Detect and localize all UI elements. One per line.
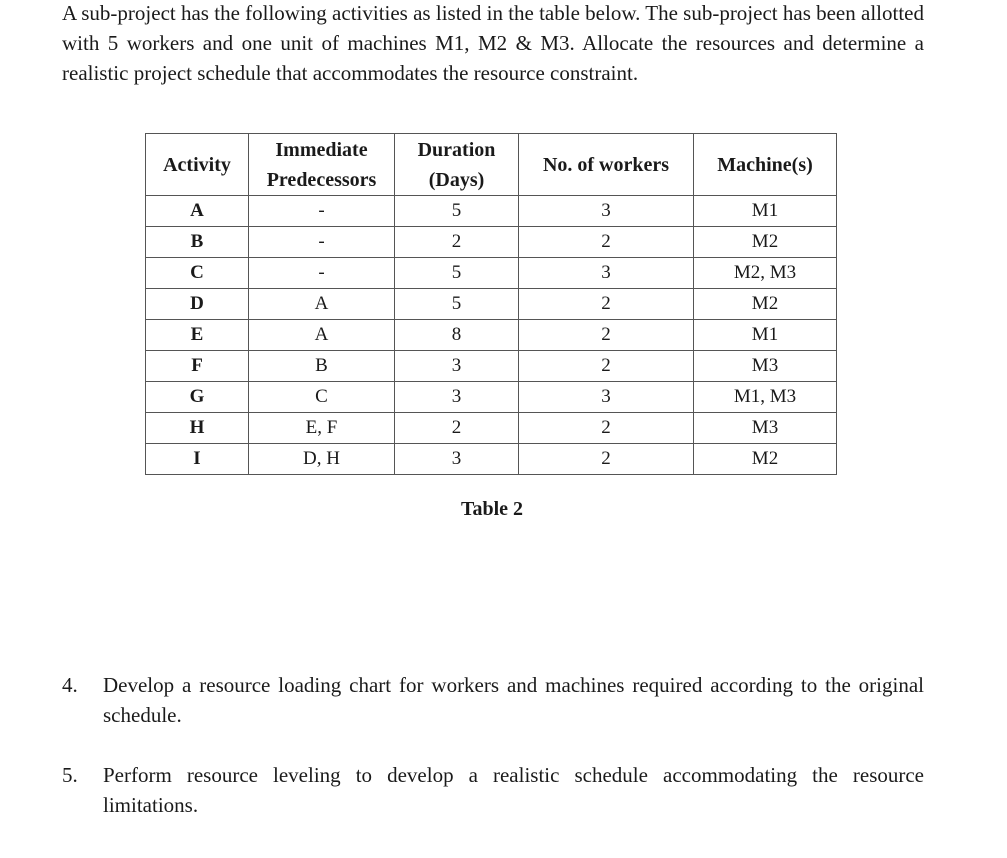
cell-workers: 2 [519, 227, 694, 258]
cell-workers: 2 [519, 351, 694, 382]
cell-duration: 3 [395, 382, 519, 413]
cell-predecessors: A [249, 320, 395, 351]
table-header-row [146, 134, 837, 196]
cell-workers: 2 [519, 444, 694, 475]
question-5 [62, 760, 924, 820]
cell-predecessors: B [249, 351, 395, 382]
header-activity: Activity [146, 134, 249, 196]
header-predecessors: Immediate Predecessors [249, 134, 395, 196]
header-machines: Machine(s) [694, 134, 837, 196]
header-workers: No. of workers [519, 134, 694, 196]
cell-activity: C [146, 258, 249, 289]
cell-predecessors: C [249, 382, 395, 413]
question-text: Develop a resource loading chart for workers and machines required according to the original schedule. [103, 673, 924, 727]
cell-machines: M1, M3 [694, 382, 837, 413]
cell-activity: H [146, 413, 249, 444]
intro-paragraph: A sub-project has the following activities as listed in the table below. The sub-project has been allotted with 5 workers and one unit of machines M1, M2 & M3. Allocate the resources and determine a realistic project schedule that accommodates the resource constraint. [62, 1, 924, 85]
header-duration: Duration (Days) [395, 134, 519, 196]
cell-duration: 5 [395, 258, 519, 289]
table-row [146, 289, 837, 320]
cell-duration: 8 [395, 320, 519, 351]
cell-activity: B [146, 227, 249, 258]
table-row [146, 320, 837, 351]
cell-workers: 2 [519, 289, 694, 320]
cell-machines: M1 [694, 320, 837, 351]
cell-machines: M2 [694, 289, 837, 320]
cell-machines: M2 [694, 444, 837, 475]
cell-machines: M2, M3 [694, 258, 837, 289]
table-row [146, 227, 837, 258]
table-row [146, 413, 837, 444]
table-caption: Table 2 [460, 498, 524, 520]
table-row [146, 351, 837, 382]
cell-machines: M1 [694, 196, 837, 227]
question-4 [62, 670, 924, 730]
question-text: Perform resource leveling to develop a realistic schedule accommodating the resource limitations. [103, 763, 924, 817]
cell-predecessors: - [249, 258, 395, 289]
activities-table [145, 133, 837, 475]
cell-activity: E [146, 320, 249, 351]
cell-machines: M2 [694, 227, 837, 258]
cell-duration: 3 [395, 444, 519, 475]
cell-activity: I [146, 444, 249, 475]
cell-workers: 3 [519, 196, 694, 227]
cell-duration: 3 [395, 351, 519, 382]
cell-activity: G [146, 382, 249, 413]
cell-workers: 2 [519, 413, 694, 444]
cell-predecessors: A [249, 289, 395, 320]
table-row [146, 196, 837, 227]
cell-machines: M3 [694, 413, 837, 444]
cell-workers: 2 [519, 320, 694, 351]
cell-duration: 5 [395, 196, 519, 227]
cell-duration: 2 [395, 227, 519, 258]
cell-machines: M3 [694, 351, 837, 382]
cell-activity: A [146, 196, 249, 227]
cell-predecessors: - [249, 196, 395, 227]
cell-duration: 2 [395, 413, 519, 444]
cell-workers: 3 [519, 258, 694, 289]
table-row [146, 444, 837, 475]
cell-activity: D [146, 289, 249, 320]
question-number: 4. [62, 673, 78, 697]
cell-activity: F [146, 351, 249, 382]
question-number: 5. [62, 763, 78, 787]
cell-predecessors: D, H [249, 444, 395, 475]
cell-workers: 3 [519, 382, 694, 413]
cell-predecessors: - [249, 227, 395, 258]
table-row [146, 258, 837, 289]
cell-duration: 5 [395, 289, 519, 320]
cell-predecessors: E, F [249, 413, 395, 444]
table-row [146, 382, 837, 413]
